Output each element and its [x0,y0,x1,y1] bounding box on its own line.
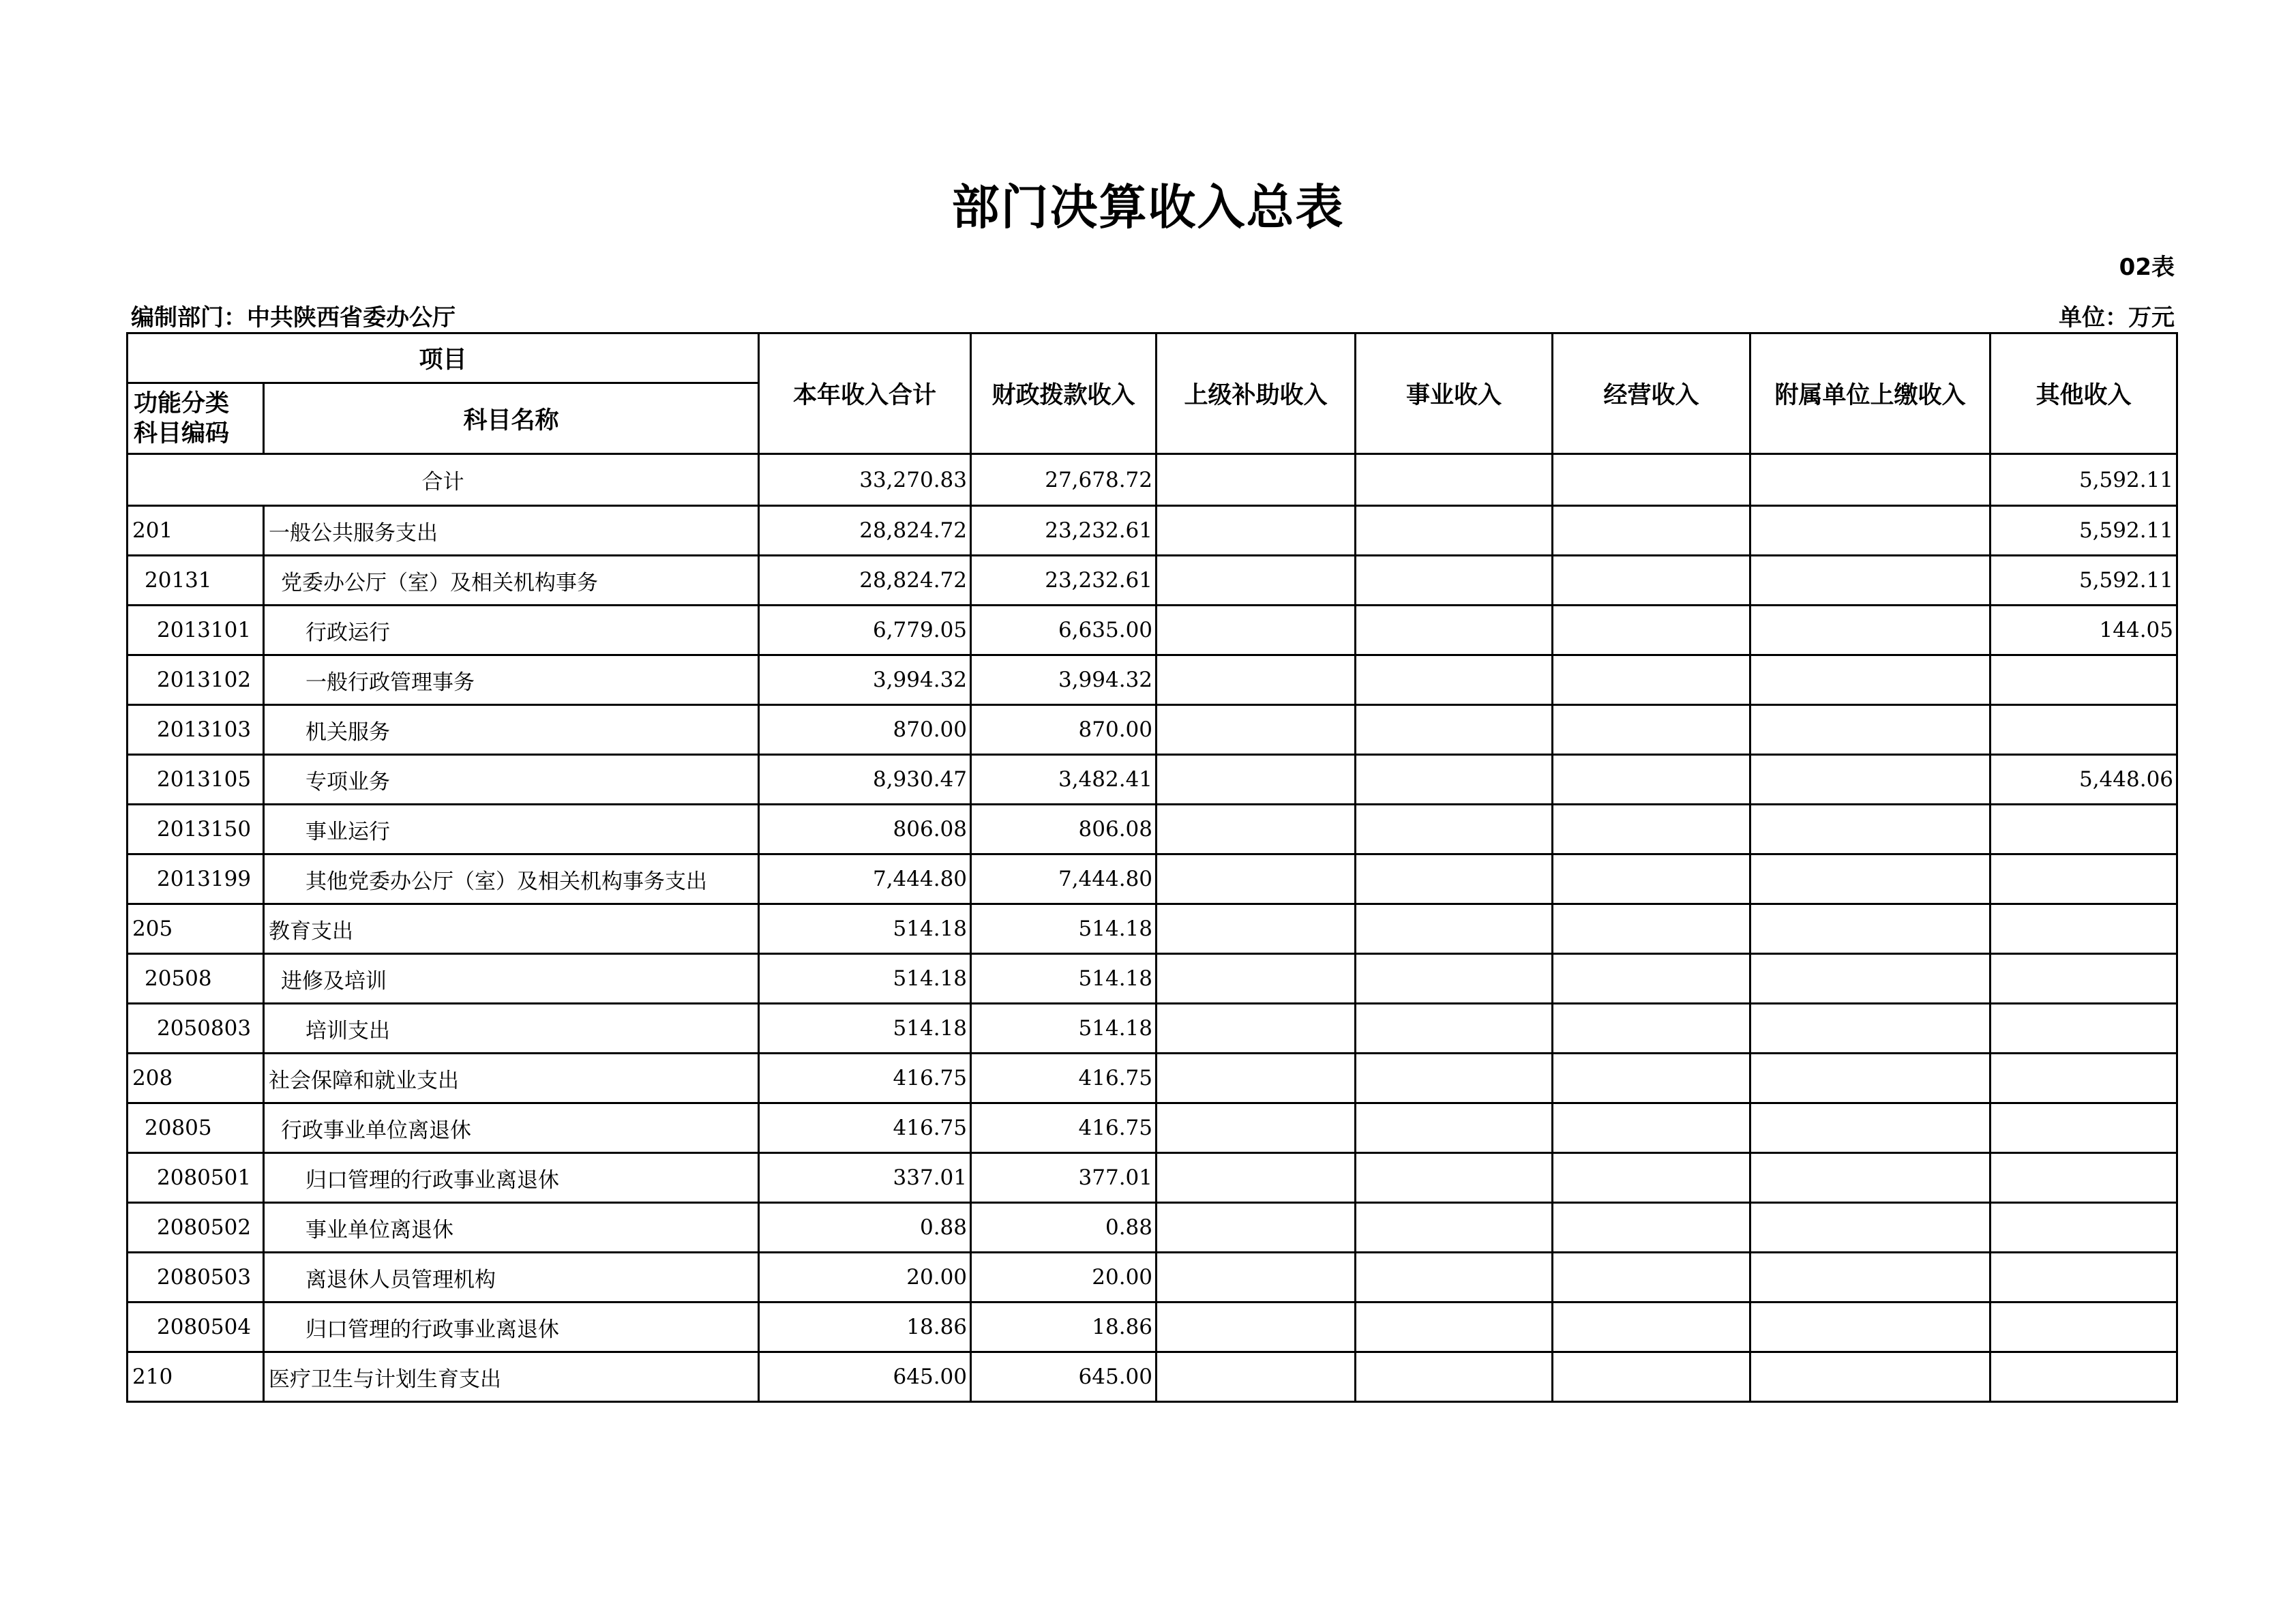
total-affiliated [1750,454,1991,506]
subject-code: 20508 [128,954,264,1004]
amount-superior [1157,755,1356,805]
amount-affiliated [1750,1004,1991,1054]
amount-superior [1157,655,1356,705]
subject-name: 行政运行 [264,606,759,655]
amount-other [1991,1352,2177,1402]
subject-code: 2013199 [128,854,264,904]
amount-superior [1157,705,1356,755]
amount-operating [1553,1352,1750,1402]
amount-superior [1157,1004,1356,1054]
amount-fiscal: 23,232.61 [971,556,1157,606]
amount-fiscal: 514.18 [971,954,1157,1004]
amount-total: 416.75 [759,1103,971,1153]
amount-business [1356,556,1553,606]
amount-affiliated [1750,1153,1991,1203]
amount-business [1356,506,1553,556]
amount-total: 870.00 [759,705,971,755]
amount-superior [1157,1103,1356,1153]
amount-superior [1157,805,1356,854]
amount-total: 18.86 [759,1302,971,1352]
amount-operating [1553,755,1750,805]
amount-business [1356,1203,1553,1253]
amount-other [1991,1004,2177,1054]
amount-other [1991,1153,2177,1203]
amount-affiliated [1750,954,1991,1004]
amount-affiliated [1750,506,1991,556]
table-row [128,805,2177,854]
subject-name: 归口管理的行政事业离退休 [264,1302,759,1352]
amount-other: 144.05 [1991,606,2177,655]
amount-total: 7,444.80 [759,854,971,904]
header-other: 其他收入 [1991,333,2177,454]
amount-other [1991,954,2177,1004]
amount-fiscal: 377.01 [971,1153,1157,1203]
amount-other [1991,1253,2177,1302]
amount-total: 28,824.72 [759,556,971,606]
table-row [128,606,2177,655]
amount-operating [1553,1103,1750,1153]
amount-other [1991,805,2177,854]
amount-fiscal: 18.86 [971,1302,1157,1352]
amount-superior [1157,904,1356,954]
amount-total: 0.88 [759,1203,971,1253]
amount-affiliated [1750,1302,1991,1352]
subject-code: 20131 [128,556,264,606]
amount-other [1991,1302,2177,1352]
amount-business [1356,954,1553,1004]
subject-code: 2013105 [128,755,264,805]
subject-code: 210 [128,1352,264,1402]
amount-operating [1553,954,1750,1004]
amount-affiliated [1750,606,1991,655]
amount-superior [1157,954,1356,1004]
table-row [128,655,2177,705]
subject-name: 党委办公厅（室）及相关机构事务 [264,556,759,606]
subject-name: 事业单位离退休 [264,1203,759,1253]
amount-operating [1553,1203,1750,1253]
total-row [128,454,2177,506]
amount-superior [1157,1203,1356,1253]
subject-name: 进修及培训 [264,954,759,1004]
amount-superior [1157,854,1356,904]
amount-total: 20.00 [759,1253,971,1302]
amount-business [1356,805,1553,854]
subject-code: 2080504 [128,1302,264,1352]
amount-operating [1553,854,1750,904]
amount-superior [1157,606,1356,655]
amount-total: 514.18 [759,1004,971,1054]
amount-operating [1553,606,1750,655]
amount-operating [1553,705,1750,755]
table-row [128,1253,2177,1302]
amount-business [1356,854,1553,904]
subject-name: 事业运行 [264,805,759,854]
header-fiscal: 财政拨款收入 [971,333,1157,454]
page-title: 部门决算收入总表 [951,179,1345,235]
subject-name: 社会保障和就业支出 [264,1054,759,1103]
department-label: 编制部门：中共陕西省委办公厅 [131,304,456,331]
total-total: 33,270.83 [759,454,971,506]
table-row [128,1103,2177,1153]
subject-name: 一般公共服务支出 [264,506,759,556]
amount-superior [1157,1302,1356,1352]
amount-total: 514.18 [759,904,971,954]
header-affiliated: 附属单位上缴收入 [1750,333,1991,454]
subject-code: 2080502 [128,1203,264,1253]
amount-fiscal: 645.00 [971,1352,1157,1402]
amount-fiscal: 3,994.32 [971,655,1157,705]
total-fiscal: 27,678.72 [971,454,1157,506]
subject-code: 2080501 [128,1153,264,1203]
amount-other [1991,705,2177,755]
amount-business [1356,904,1553,954]
amount-fiscal: 806.08 [971,805,1157,854]
table-row [128,1203,2177,1253]
amount-superior [1157,1253,1356,1302]
header-row [128,333,2177,383]
table-row [128,705,2177,755]
amount-total: 8,930.47 [759,755,971,805]
amount-other: 5,448.06 [1991,755,2177,805]
amount-business [1356,655,1553,705]
amount-superior [1157,556,1356,606]
amount-business [1356,606,1553,655]
header-total: 本年收入合计 [759,333,971,454]
amount-affiliated [1750,1054,1991,1103]
subject-name: 教育支出 [264,904,759,954]
subject-code: 2080503 [128,1253,264,1302]
amount-fiscal: 3,482.41 [971,755,1157,805]
subject-code: 2013102 [128,655,264,705]
amount-affiliated [1750,556,1991,606]
amount-total: 514.18 [759,954,971,1004]
amount-affiliated [1750,655,1991,705]
amount-operating [1553,1054,1750,1103]
subject-name: 专项业务 [264,755,759,805]
subject-name: 其他党委办公厅（室）及相关机构事务支出 [264,854,759,904]
amount-total: 806.08 [759,805,971,854]
subject-name: 离退休人员管理机构 [264,1253,759,1302]
amount-business [1356,1103,1553,1153]
table-row [128,1153,2177,1203]
amount-fiscal: 20.00 [971,1253,1157,1302]
header-code-line2: 科目编码 [134,419,230,447]
amount-business [1356,755,1553,805]
total-operating [1553,454,1750,506]
subject-name: 机关服务 [264,705,759,755]
amount-affiliated [1750,1203,1991,1253]
subject-name: 行政事业单位离退休 [264,1103,759,1153]
amount-affiliated [1750,755,1991,805]
amount-business [1356,705,1553,755]
amount-operating [1553,506,1750,556]
amount-fiscal: 23,232.61 [971,506,1157,556]
table-row [128,556,2177,606]
amount-fiscal: 416.75 [971,1054,1157,1103]
header-superior: 上级补助收入 [1157,333,1356,454]
subject-code: 2013150 [128,805,264,854]
table-row [128,1302,2177,1352]
amount-affiliated [1750,904,1991,954]
table-row [128,1054,2177,1103]
amount-fiscal: 870.00 [971,705,1157,755]
amount-operating [1553,655,1750,705]
amount-other: 5,592.11 [1991,506,2177,556]
amount-fiscal: 514.18 [971,1004,1157,1054]
amount-affiliated [1750,1253,1991,1302]
amount-total: 645.00 [759,1352,971,1402]
subject-code: 2050803 [128,1004,264,1054]
amount-affiliated [1750,805,1991,854]
unit-label: 单位：万元 [2059,304,2175,331]
table-row [128,904,2177,954]
amount-other [1991,1054,2177,1103]
header-operating: 经营收入 [1553,333,1750,454]
amount-fiscal: 6,635.00 [971,606,1157,655]
amount-business [1356,1352,1553,1402]
amount-operating [1553,1004,1750,1054]
table-row [128,755,2177,805]
header-item: 项目 [128,333,759,383]
amount-total: 416.75 [759,1054,971,1103]
amount-other: 5,592.11 [1991,556,2177,606]
table-row [128,1004,2177,1054]
table-row [128,506,2177,556]
amount-superior [1157,1352,1356,1402]
amount-other [1991,1103,2177,1153]
subject-name: 培训支出 [264,1004,759,1054]
amount-fiscal: 0.88 [971,1203,1157,1253]
subject-code: 20805 [128,1103,264,1153]
amount-business [1356,1054,1553,1103]
amount-operating [1553,1302,1750,1352]
subject-code: 208 [128,1054,264,1103]
subject-code: 201 [128,506,264,556]
amount-other [1991,1203,2177,1253]
amount-operating [1553,1253,1750,1302]
header-name: 科目名称 [264,383,759,454]
total-other: 5,592.11 [1991,454,2177,506]
amount-operating [1553,904,1750,954]
amount-total: 6,779.05 [759,606,971,655]
subject-code: 2013101 [128,606,264,655]
header-business: 事业收入 [1356,333,1553,454]
amount-fiscal: 514.18 [971,904,1157,954]
table-row [128,1352,2177,1402]
amount-affiliated [1750,705,1991,755]
amount-business [1356,1302,1553,1352]
table-row [128,854,2177,904]
total-business [1356,454,1553,506]
amount-affiliated [1750,1352,1991,1402]
total-superior [1157,454,1356,506]
amount-fiscal: 7,444.80 [971,854,1157,904]
amount-operating [1553,556,1750,606]
subject-code: 205 [128,904,264,954]
amount-operating [1553,1153,1750,1203]
amount-other [1991,854,2177,904]
header-code-line1: 功能分类 [134,389,230,417]
table-row [128,954,2177,1004]
amount-affiliated [1750,854,1991,904]
amount-total: 3,994.32 [759,655,971,705]
subject-code: 2013103 [128,705,264,755]
amount-fiscal: 416.75 [971,1103,1157,1153]
amount-total: 28,824.72 [759,506,971,556]
amount-superior [1157,1054,1356,1103]
amount-other [1991,655,2177,705]
amount-business [1356,1253,1553,1302]
amount-business [1356,1153,1553,1203]
subject-name: 归口管理的行政事业离退休 [264,1153,759,1203]
amount-affiliated [1750,1103,1991,1153]
header-code [128,383,264,454]
amount-business [1356,1004,1553,1054]
amount-superior [1157,506,1356,556]
amount-total: 337.01 [759,1153,971,1203]
amount-other [1991,904,2177,954]
table-number: 02表 [2119,254,2175,281]
subject-name: 医疗卫生与计划生育支出 [264,1352,759,1402]
total-label: 合计 [128,454,759,506]
subject-name: 一般行政管理事务 [264,655,759,705]
amount-superior [1157,1153,1356,1203]
income-summary-table [126,332,2178,1403]
amount-operating [1553,805,1750,854]
